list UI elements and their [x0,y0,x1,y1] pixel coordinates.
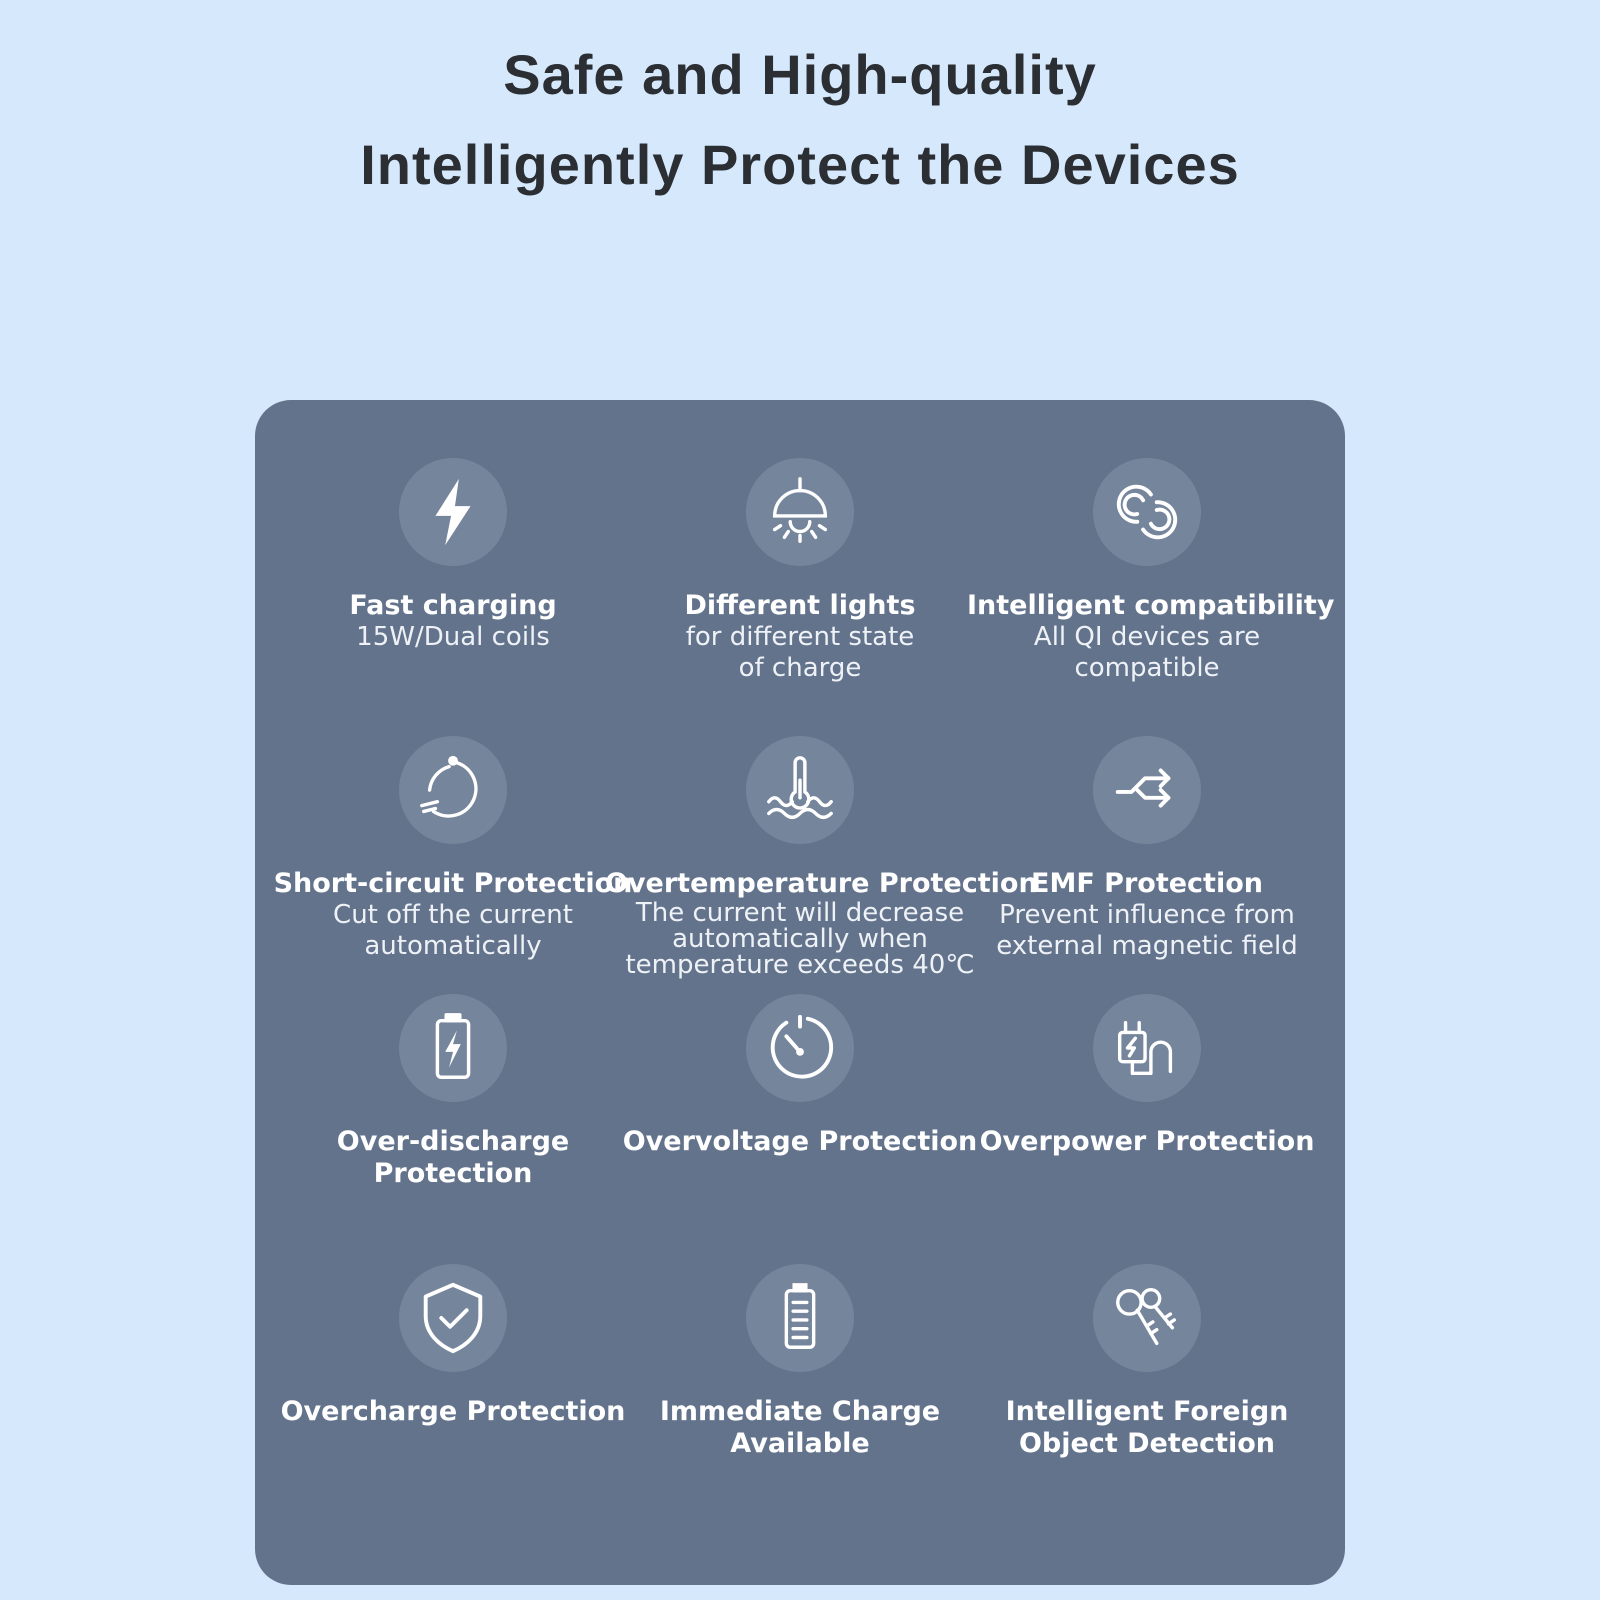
feature-title: Over-discharge Protection [336,1126,570,1189]
feature-desc: of charge [738,653,862,683]
feature-title: Intelligent compatibility [967,590,1335,621]
headline-line-1: Safe and High-quality [503,43,1097,106]
feature-title: Intelligent Foreign Object Detection [1005,1396,1289,1459]
feature-desc: Prevent influence from [999,900,1295,930]
feature-immediate-charge-available [620,1264,980,1460]
feature-title: Overtemperature Protection [605,868,1038,899]
feature-overcharge-protection [273,1264,633,1428]
feature-intelligent-compatibility [967,458,1335,684]
feature-desc: Cut off the current [333,900,573,930]
thermometer-icon [746,736,854,844]
lightning-icon [399,458,507,566]
feature-desc: All QI devices are [1033,622,1261,652]
headline-line-2: Intelligently Protect the Devices [360,133,1240,196]
feature-emf-protection [967,736,1327,962]
link-icon [1093,458,1201,566]
feature-desc: for different state [685,622,915,652]
feature-fast-charging [273,458,633,653]
charger-plug-icon [1093,994,1201,1102]
feature-short-circuit-protection [255,736,651,962]
feature-different-lights [620,458,980,684]
feature-title: Overpower Protection [979,1126,1315,1157]
feature-title: Fast charging [349,590,557,621]
feature-overvoltage-protection [620,994,980,1158]
gauge-icon [746,994,854,1102]
keys-icon [1093,1264,1201,1372]
battery-full-icon [746,1264,854,1372]
feature-title: Short-circuit Protection [273,868,633,899]
feature-desc: temperature exceeds 40℃ [625,950,975,980]
feature-desc: compatible [1074,653,1220,683]
feature-title: EMF Protection [1031,868,1263,899]
circuit-loop-icon [399,736,507,844]
feature-desc: automatically when [672,924,928,954]
battery-bolt-icon [399,994,507,1102]
feature-title: Overvoltage Protection [622,1126,978,1157]
feature-title: Immediate Charge Available [659,1396,941,1459]
feature-desc: automatically [364,931,542,961]
feature-overpower-protection [967,994,1327,1158]
feature-desc: 15W/Dual coils [356,622,550,652]
lamp-icon [746,458,854,566]
feature-title: Overcharge Protection [280,1396,626,1427]
feature-over-discharge-protection [273,994,633,1190]
feature-desc: The current will decrease [635,898,965,928]
shield-check-icon [399,1264,507,1372]
features-panel [255,400,1345,1585]
feature-overtemperature-protection [605,736,1038,980]
feature-desc: external magnetic field [996,931,1298,961]
feature-title: Different lights [684,590,916,621]
feature-intelligent-foreign-object-detection [967,1264,1327,1460]
shuffle-arrows-icon [1093,736,1201,844]
